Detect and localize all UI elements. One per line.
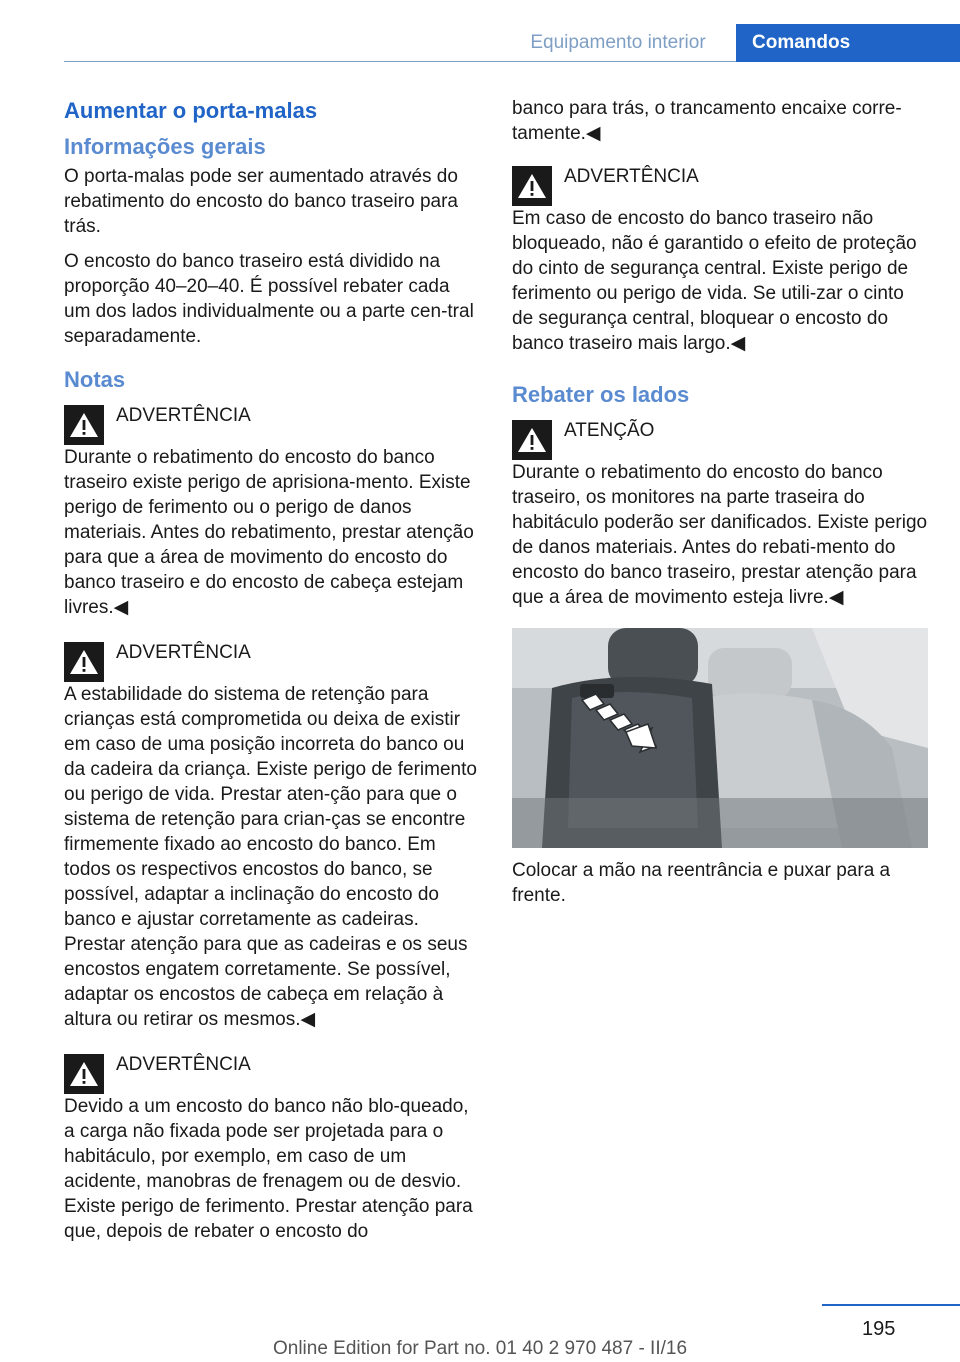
- right-column: [512, 96, 928, 918]
- caution-block: [512, 416, 928, 610]
- image-caption: Colocar a mão na reentrância e puxar para a frente.: [512, 860, 891, 906]
- warning-text: Em caso de encosto do banco traseiro não bloqueado, não é garantido o efeito de proteção do cinto de segurança central. Existe perigo de ferimento ou perigo de vida. Se utili‐zar o cinto de segurança central, bloquear o encosto do banco traseiro mais largo.◀: [512, 208, 917, 354]
- page-header: [0, 0, 960, 62]
- heading-notes: Notas: [64, 367, 126, 392]
- warning-text: Durante o rebatimento do encosto do banco traseiro existe perigo de aprisiona‐mento. Existe perigo de ferimento ou o perigo de danos materiais. Antes do rebatimento, prestar atenção para que a área de movimento do encosto do banco traseiro e do encosto de cabeça estejam livres.◀: [64, 447, 474, 618]
- warning-triangle-icon: [512, 166, 552, 206]
- caution-title: ATENÇÃO: [564, 420, 655, 441]
- warning-block: [64, 638, 480, 1032]
- warning-title: ADVERTÊNCIA: [564, 166, 699, 187]
- header-rule: [64, 61, 736, 62]
- footer-rule: [822, 1304, 960, 1306]
- paragraph-split-ratio: O encosto do banco traseiro está dividido na proporção 40–20–40. É possível rebater cada um dos lados individualmente ou a parte cen‐tral separadamente.: [64, 251, 474, 347]
- warning-block: [512, 162, 928, 356]
- rear-seat-photo: [512, 628, 928, 848]
- heading-fold-sides: Rebater os lados: [512, 382, 690, 407]
- warning-block: [64, 1050, 480, 1244]
- left-column: [64, 96, 480, 1262]
- warning-triangle-icon: [64, 642, 104, 682]
- warning-text: Devido a um encosto do banco não blo‐queado, a carga não fixada pode ser projetada para o habitáculo, por exemplo, em caso de um acidente, manobras de frenagem ou de desvio. Existe perigo de ferimento. Prestar atenção para que, depois de rebater o encosto do: [64, 1096, 473, 1242]
- section-tab[interactable]: Equipamento interior: [530, 32, 706, 53]
- warning-triangle-icon: [64, 405, 104, 445]
- warning-triangle-icon: [512, 420, 552, 460]
- paragraph-intro: O porta-malas pode ser aumentado através do rebatimento do encosto do banco traseiro para trás.: [64, 166, 458, 237]
- warning-block: [64, 401, 480, 620]
- page-number: 195: [862, 1318, 896, 1340]
- paragraph-continuation: banco para trás, o trancamento encaixe corre‐tamente.◀: [512, 98, 902, 144]
- warning-title: ADVERTÊNCIA: [116, 405, 251, 426]
- warning-text: A estabilidade do sistema de retenção para crianças está comprometida ou deixa de existir em caso de uma posição incorreta do banco ou da cadeira da criança. Existe perigo de ferimento ou perigo de vida. Prestar aten‐ção para que o sistema de retenção para crian‐ças se encontre firmemente fixado ao encosto do banco. Em todos os respectivos encostos do banco, se possível, adaptar a inclinação do encosto do banco e ajustar corretamente as cadeiras. Prestar atenção para que as cadeiras e os seus encostos engatem corretamente. Se possível, adaptar os encostos de cabeça em relação à altura ou retirar os mesmos.◀: [64, 684, 477, 1030]
- warning-title: ADVERTÊNCIA: [116, 1054, 251, 1075]
- edition-footer: Online Edition for Part no. 01 40 2 970 487 - II/16: [272, 1338, 688, 1359]
- heading-enlarge-trunk: Aumentar o porta-malas: [64, 98, 318, 123]
- warning-title: ADVERTÊNCIA: [116, 642, 251, 663]
- chapter-tab[interactable]: Comandos: [736, 24, 960, 62]
- heading-general-info: Informações gerais: [64, 134, 266, 159]
- caution-text: Durante o rebatimento do encosto do banco traseiro, os monitores na parte traseira do habitáculo poderão ser danificados. Existe perigo de danos materiais. Antes do rebati‐mento do encosto do banco traseiro, prestar atenção para que a área de movimento esteja livre.◀: [512, 462, 928, 608]
- warning-triangle-icon: [64, 1054, 104, 1094]
